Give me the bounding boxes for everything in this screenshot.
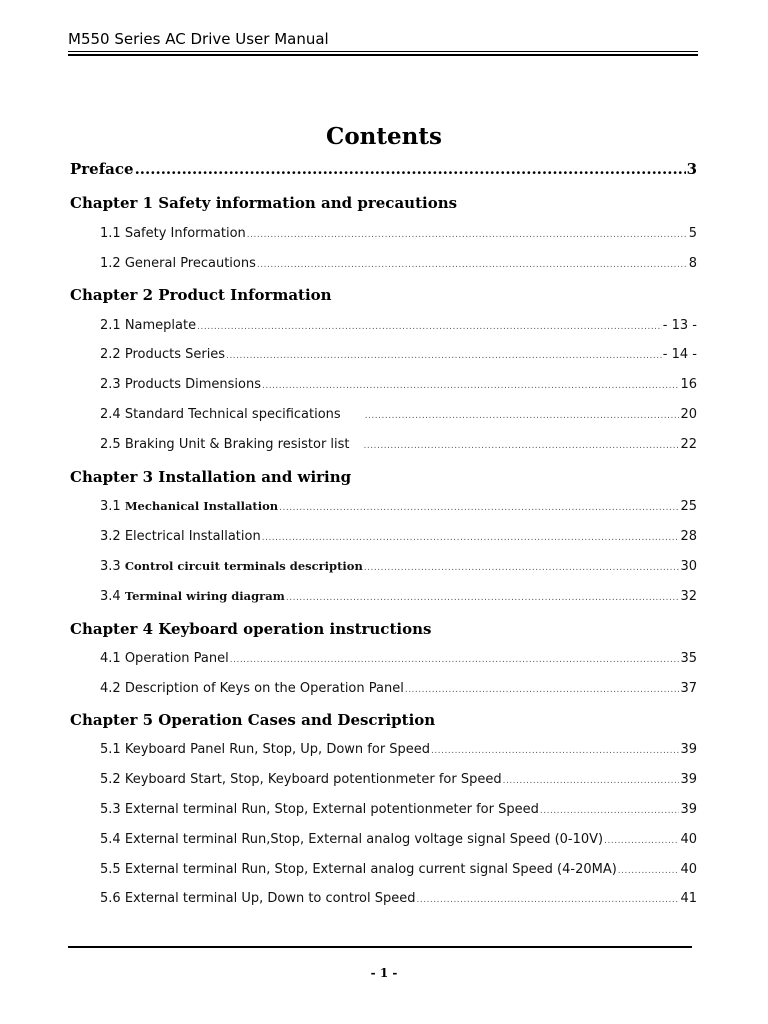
toc-entry[interactable] — [100, 832, 697, 847]
toc-entry[interactable] — [100, 226, 697, 241]
toc-entry-number: 1.2 — [100, 256, 121, 271]
toc-entry-page: 39 — [680, 802, 697, 817]
toc-entry-label: Control circuit terminals description — [124, 559, 363, 573]
dot-leader — [604, 836, 679, 846]
running-header: M550 Series AC Drive User Manual — [68, 30, 329, 48]
toc-entry-number: 5.5 — [100, 862, 121, 877]
toc-entry-page: 28 — [680, 529, 697, 544]
footer-rule — [68, 946, 692, 948]
toc-entry-page: 30 — [680, 559, 697, 574]
toc-chapter-1[interactable]: Chapter 1 Safety information and precautions — [70, 194, 458, 212]
dot-leader — [197, 322, 662, 332]
toc-entry-label: Products Series — [124, 347, 226, 362]
toc-entry-number: 2.3 — [100, 377, 121, 392]
toc-entry[interactable] — [100, 377, 697, 392]
toc-entry[interactable] — [100, 891, 697, 906]
toc-entry[interactable] — [100, 347, 697, 362]
dot-leader — [226, 351, 662, 361]
toc-entry[interactable] — [100, 529, 697, 544]
toc-entry-number: 4.1 — [100, 651, 121, 666]
toc-entry-page: 39 — [680, 742, 697, 757]
toc-chapter-2[interactable]: Chapter 2 Product Information — [70, 286, 332, 304]
toc-entry-label: Description of Keys on the Operation Panel — [124, 681, 404, 696]
toc-entry-label: Products Dimensions — [124, 377, 261, 392]
toc-entry-page: 40 — [680, 832, 697, 847]
toc-entry-page: 22 — [680, 437, 697, 452]
toc-entry-page: 35 — [680, 651, 697, 666]
toc-entry[interactable] — [100, 802, 697, 817]
dot-leader — [364, 563, 680, 573]
toc-entry[interactable] — [100, 742, 697, 757]
toc-entry[interactable] — [100, 437, 697, 452]
dot-leader — [416, 895, 679, 905]
toc-entry[interactable] — [100, 651, 697, 666]
dot-leader — [540, 806, 680, 816]
toc-entry-label: Terminal wiring diagram — [124, 589, 285, 603]
dot-leader — [431, 746, 679, 756]
toc-chapter-5[interactable]: Chapter 5 Operation Cases and Description — [70, 711, 436, 729]
dot-leader — [286, 593, 680, 603]
toc-preface-label: Preface — [70, 160, 134, 178]
dot-leader — [364, 441, 680, 451]
dot-leader — [365, 411, 680, 421]
dot-leader — [405, 685, 680, 695]
toc-entry-number: 2.2 — [100, 347, 121, 362]
header-rule — [68, 51, 698, 52]
toc-entry-number: 1.1 — [100, 226, 121, 241]
toc-entry-label: Operation Panel — [124, 651, 229, 666]
toc-entry-page: 16 — [680, 377, 697, 392]
toc-entry-label: Keyboard Panel Run, Stop, Up, Down for Speed — [124, 742, 431, 757]
toc-entry[interactable] — [100, 407, 697, 422]
toc-entry-number: 5.3 — [100, 802, 121, 817]
toc-chapter-3[interactable]: Chapter 3 Installation and wiring — [70, 468, 352, 486]
toc-entry-page: 5 — [688, 226, 697, 241]
dot-leader — [279, 503, 679, 513]
toc-preface[interactable] — [70, 160, 697, 178]
toc-entry-label: External terminal Run, Stop, External analog current signal Speed (4-20MA) — [124, 862, 617, 877]
toc-chapter-4[interactable]: Chapter 4 Keyboard operation instructions — [70, 620, 432, 638]
toc-entry-page: 41 — [680, 891, 697, 906]
dot-leader — [262, 533, 680, 543]
dot-leader — [618, 866, 680, 876]
toc-entry-page: - 14 - — [662, 347, 697, 362]
dot-leader — [247, 230, 688, 240]
toc-entry[interactable] — [100, 559, 697, 574]
toc-entry-number: 3.4 — [100, 589, 121, 604]
contents-title: Contents — [326, 123, 442, 150]
toc-entry-page: 37 — [680, 681, 697, 696]
toc-entry-label: Keyboard Start, Stop, Keyboard potentionmeter for Speed — [124, 772, 502, 787]
toc-entry-label: External terminal Run, Stop, External potentionmeter for Speed — [124, 802, 539, 817]
dot-leader — [135, 160, 686, 178]
toc-entry[interactable] — [100, 681, 697, 696]
toc-entry[interactable] — [100, 256, 697, 271]
toc-entry-label: General Precautions — [124, 256, 256, 271]
toc-entry-label: External terminal Up, Down to control Speed — [124, 891, 416, 906]
dot-leader — [257, 260, 688, 270]
toc-entry[interactable] — [100, 589, 697, 604]
toc-entry-number: 5.4 — [100, 832, 121, 847]
toc-entry-page: 8 — [688, 256, 697, 271]
toc-entry-page: 40 — [680, 862, 697, 877]
dot-leader — [262, 381, 679, 391]
dot-leader — [230, 655, 680, 665]
toc-entry[interactable] — [100, 772, 697, 787]
toc-entry-label: Standard Technical specifications — [124, 407, 341, 422]
toc-entry-number: 5.2 — [100, 772, 121, 787]
dot-leader — [503, 776, 680, 786]
header-rule-thick — [68, 54, 698, 56]
toc-entry-number: 5.1 — [100, 742, 121, 757]
toc-entry-label: Electrical Installation — [124, 529, 261, 544]
page-number: - 1 - — [370, 966, 398, 980]
toc-entry[interactable] — [100, 862, 697, 877]
toc-entry-label: External terminal Run,Stop, External analog voltage signal Speed (0-10V) — [124, 832, 604, 847]
toc-entry-number: 4.2 — [100, 681, 121, 696]
toc-entry-number: 2.4 — [100, 407, 121, 422]
toc-entry-label: Mechanical Installation — [124, 499, 279, 513]
toc-entry-number: 3.3 — [100, 559, 121, 574]
toc-entry-number: 3.1 — [100, 499, 121, 514]
toc-entry[interactable] — [100, 318, 697, 333]
toc-entry[interactable] — [100, 499, 697, 514]
toc-entry-page: 32 — [680, 589, 697, 604]
toc-entry-page: 39 — [680, 772, 697, 787]
toc-entry-number: 5.6 — [100, 891, 121, 906]
toc-entry-number: 3.2 — [100, 529, 121, 544]
toc-entry-number: 2.1 — [100, 318, 121, 333]
toc-entry-page: - 13 - — [662, 318, 697, 333]
toc-preface-page: 3 — [686, 160, 697, 178]
toc-entry-page: 25 — [680, 499, 697, 514]
toc-entry-label: Braking Unit & Braking resistor list — [124, 437, 350, 452]
toc-entry-number: 2.5 — [100, 437, 121, 452]
toc-entry-label: Nameplate — [124, 318, 197, 333]
toc-entry-page: 20 — [680, 407, 697, 422]
toc-entry-label: Safety Information — [124, 226, 246, 241]
